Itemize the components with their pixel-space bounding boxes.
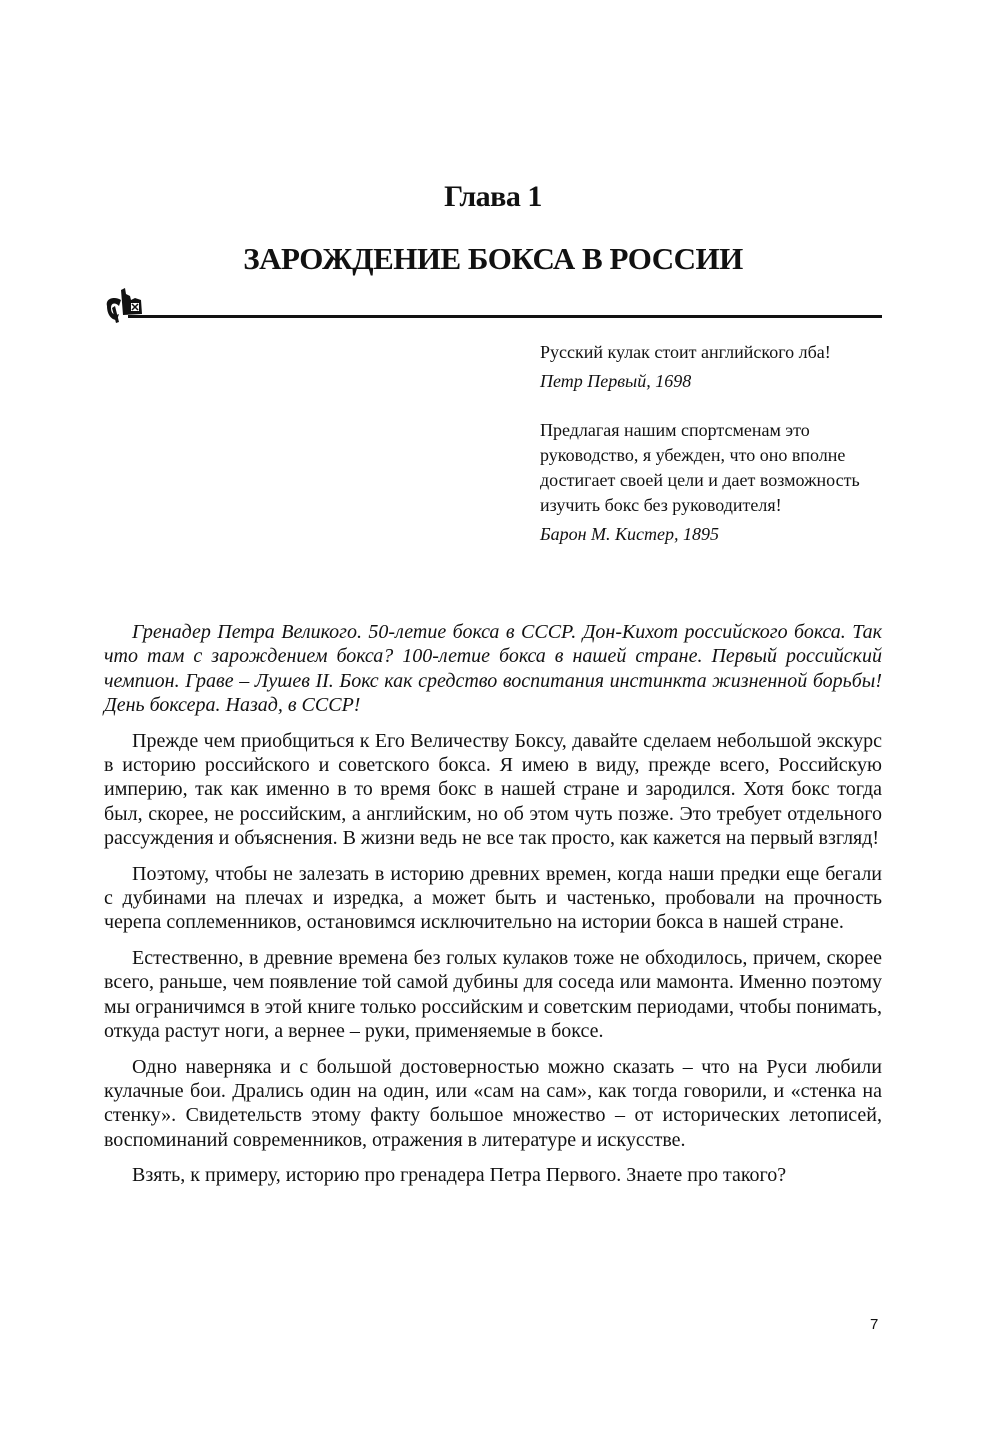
epigraph-author: Барон М. Кистер, 1895 <box>540 524 719 544</box>
page-number: 7 <box>870 1316 879 1333</box>
paragraph: Взять, к примеру, историю про гренадера Петра Первого. Знаете про такого? <box>132 1164 787 1187</box>
paragraph: Одно наверняка и с большой достоверностью можно сказать – что на Руси любили кулачные бои. Дрались один на один, или «сам на сам», как тогда говорили, и «стенка на стенку». Свидетельств этому факту большое множество – от исторических летописей, воспоминаний современников, отражения в литературе и искусстве. <box>104 1055 882 1151</box>
chapter-body <box>104 620 882 1199</box>
paragraph: Поэтому, чтобы не залезать в историю древних времен, когда наши предки еще бегали с дубинами на плечах и изредка, а может быть и частенько, пробовали на прочность черепа соплеменников, остановимся исключительно на истории бокса в нашей стране. <box>104 862 882 934</box>
epigraphs <box>540 340 885 571</box>
chapter-number: Глава 1 <box>444 180 542 213</box>
chapter-title: ЗАРОЖДЕНИЕ БОКСА В РОССИИ <box>243 241 743 276</box>
chapter-rule <box>128 315 882 318</box>
paragraph: Прежде чем приобщиться к Его Величеству Боксу, давайте сделаем небольшой экскурс в историю российского и советского бокса. Я имею в виду, прежде всего, Российскую империю, так как именно в то время бокс в нашей стране и зародился. Хотя бокс тогда был, скорее, не российским, а английским, но об этом чуть позже. Это требует отдельного рассуждения и объяснения. В жизни ведь не все так просто, как кажется на первый взгляд! <box>104 729 882 850</box>
epigraph-1 <box>540 340 885 394</box>
epigraph-author: Петр Первый, 1698 <box>540 371 692 391</box>
boxer-ornament-icon <box>101 286 151 326</box>
chapter-summary: Гренадер Петра Великого. 50-летие бокса в СССР. Дон-Кихот российского бокса. Так что там с зарождением бокса? 100-летие бокса в нашей стране. Первый российский чемпион. Граве – Лушев II. Бокс как средство воспитания инстинкта жизненной борьбы! День боксера. Назад, в СССР! <box>104 621 882 717</box>
epigraph-2 <box>540 418 885 547</box>
epigraph-quote: Русский кулак стоит английского лба! <box>540 342 831 362</box>
epigraph-quote: Предлагая нашим спортсменам это руководство, я убежден, что оно вполне достигает своей цели и дает возможность изучить бокс без руководителя! <box>540 420 860 515</box>
paragraph: Естественно, в древние времена без голых кулаков тоже не обходилось, причем, скорее всего, раньше, чем появление той самой дубины для соседа или мамонта. Именно поэтому мы ограничимся в этой книге только российским и советским периодами, чтобы понимать, откуда растут ноги, а вернее – руки, применяемые в боксе. <box>104 946 882 1043</box>
